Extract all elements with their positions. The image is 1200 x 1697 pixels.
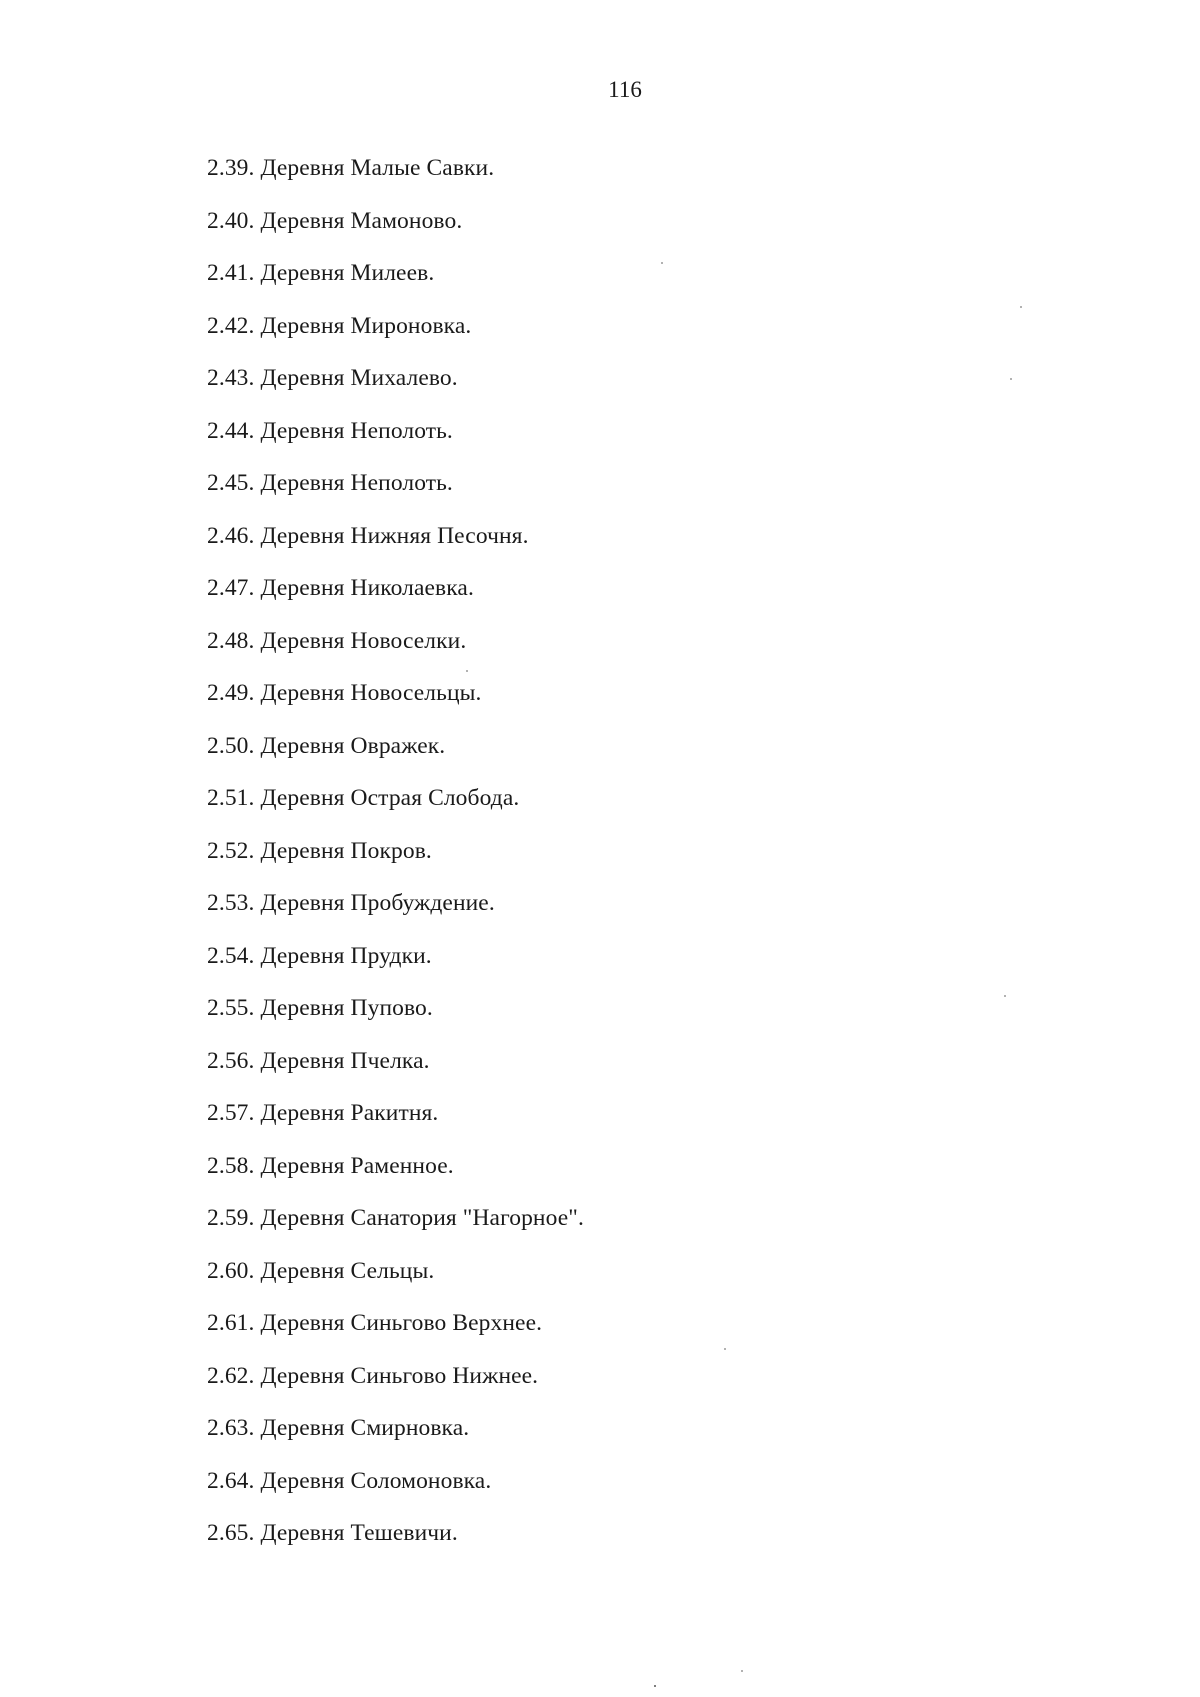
list-item: 2.41. Деревня Милеев. bbox=[207, 260, 435, 286]
list-item: 2.62. Деревня Синьгово Нижнее. bbox=[207, 1362, 539, 1389]
list-item: 2.45. Деревня Неполоть. bbox=[207, 470, 453, 496]
list-item: 2.42. Деревня Мироновка. bbox=[207, 312, 472, 339]
list-item: 2.59. Деревня Санатория "Нагорное". bbox=[207, 1205, 584, 1231]
settlement-list bbox=[207, 157, 584, 1575]
scan-speck bbox=[466, 670, 468, 672]
list-item: 2.40. Деревня Мамоново. bbox=[207, 207, 463, 234]
list-item: 2.61. Деревня Синьгово Верхнее. bbox=[207, 1310, 543, 1336]
list-item: 2.44. Деревня Неполоть. bbox=[207, 417, 453, 444]
list-item: 2.60. Деревня Сельцы. bbox=[207, 1257, 435, 1284]
list-item: 2.56. Деревня Пчелка. bbox=[207, 1047, 430, 1074]
scan-speck bbox=[741, 1670, 743, 1672]
list-item: 2.52. Деревня Покров. bbox=[207, 837, 432, 864]
list-item: 2.49. Деревня Новосельцы. bbox=[207, 680, 482, 706]
list-item: 2.48. Деревня Новоселки. bbox=[207, 627, 467, 654]
scan-speck bbox=[654, 1685, 656, 1687]
list-item: 2.65. Деревня Тешевичи. bbox=[207, 1520, 458, 1546]
scan-speck bbox=[1010, 378, 1012, 380]
list-item: 2.50. Деревня Овражек. bbox=[207, 732, 446, 759]
list-item: 2.47. Деревня Николаевка. bbox=[207, 575, 474, 601]
list-item: 2.55. Деревня Пупово. bbox=[207, 995, 433, 1021]
scan-speck bbox=[661, 262, 663, 264]
list-item: 2.39. Деревня Малые Савки. bbox=[207, 155, 495, 181]
list-item: 2.57. Деревня Ракитня. bbox=[207, 1100, 439, 1126]
scan-speck bbox=[724, 1348, 726, 1350]
list-item: 2.53. Деревня Пробуждение. bbox=[207, 890, 495, 916]
list-item: 2.64. Деревня Соломоновка. bbox=[207, 1467, 492, 1494]
scan-speck bbox=[1020, 306, 1022, 308]
list-item: 2.43. Деревня Михалево. bbox=[207, 365, 458, 391]
list-item: 2.46. Деревня Нижняя Песочня. bbox=[207, 522, 529, 549]
list-item: 2.63. Деревня Смирновка. bbox=[207, 1415, 470, 1441]
scan-speck bbox=[1004, 995, 1006, 997]
list-item: 2.51. Деревня Острая Слобода. bbox=[207, 785, 520, 811]
list-item: 2.58. Деревня Раменное. bbox=[207, 1152, 454, 1179]
page-number: 116 bbox=[608, 77, 642, 102]
list-item: 2.54. Деревня Прудки. bbox=[207, 942, 432, 969]
